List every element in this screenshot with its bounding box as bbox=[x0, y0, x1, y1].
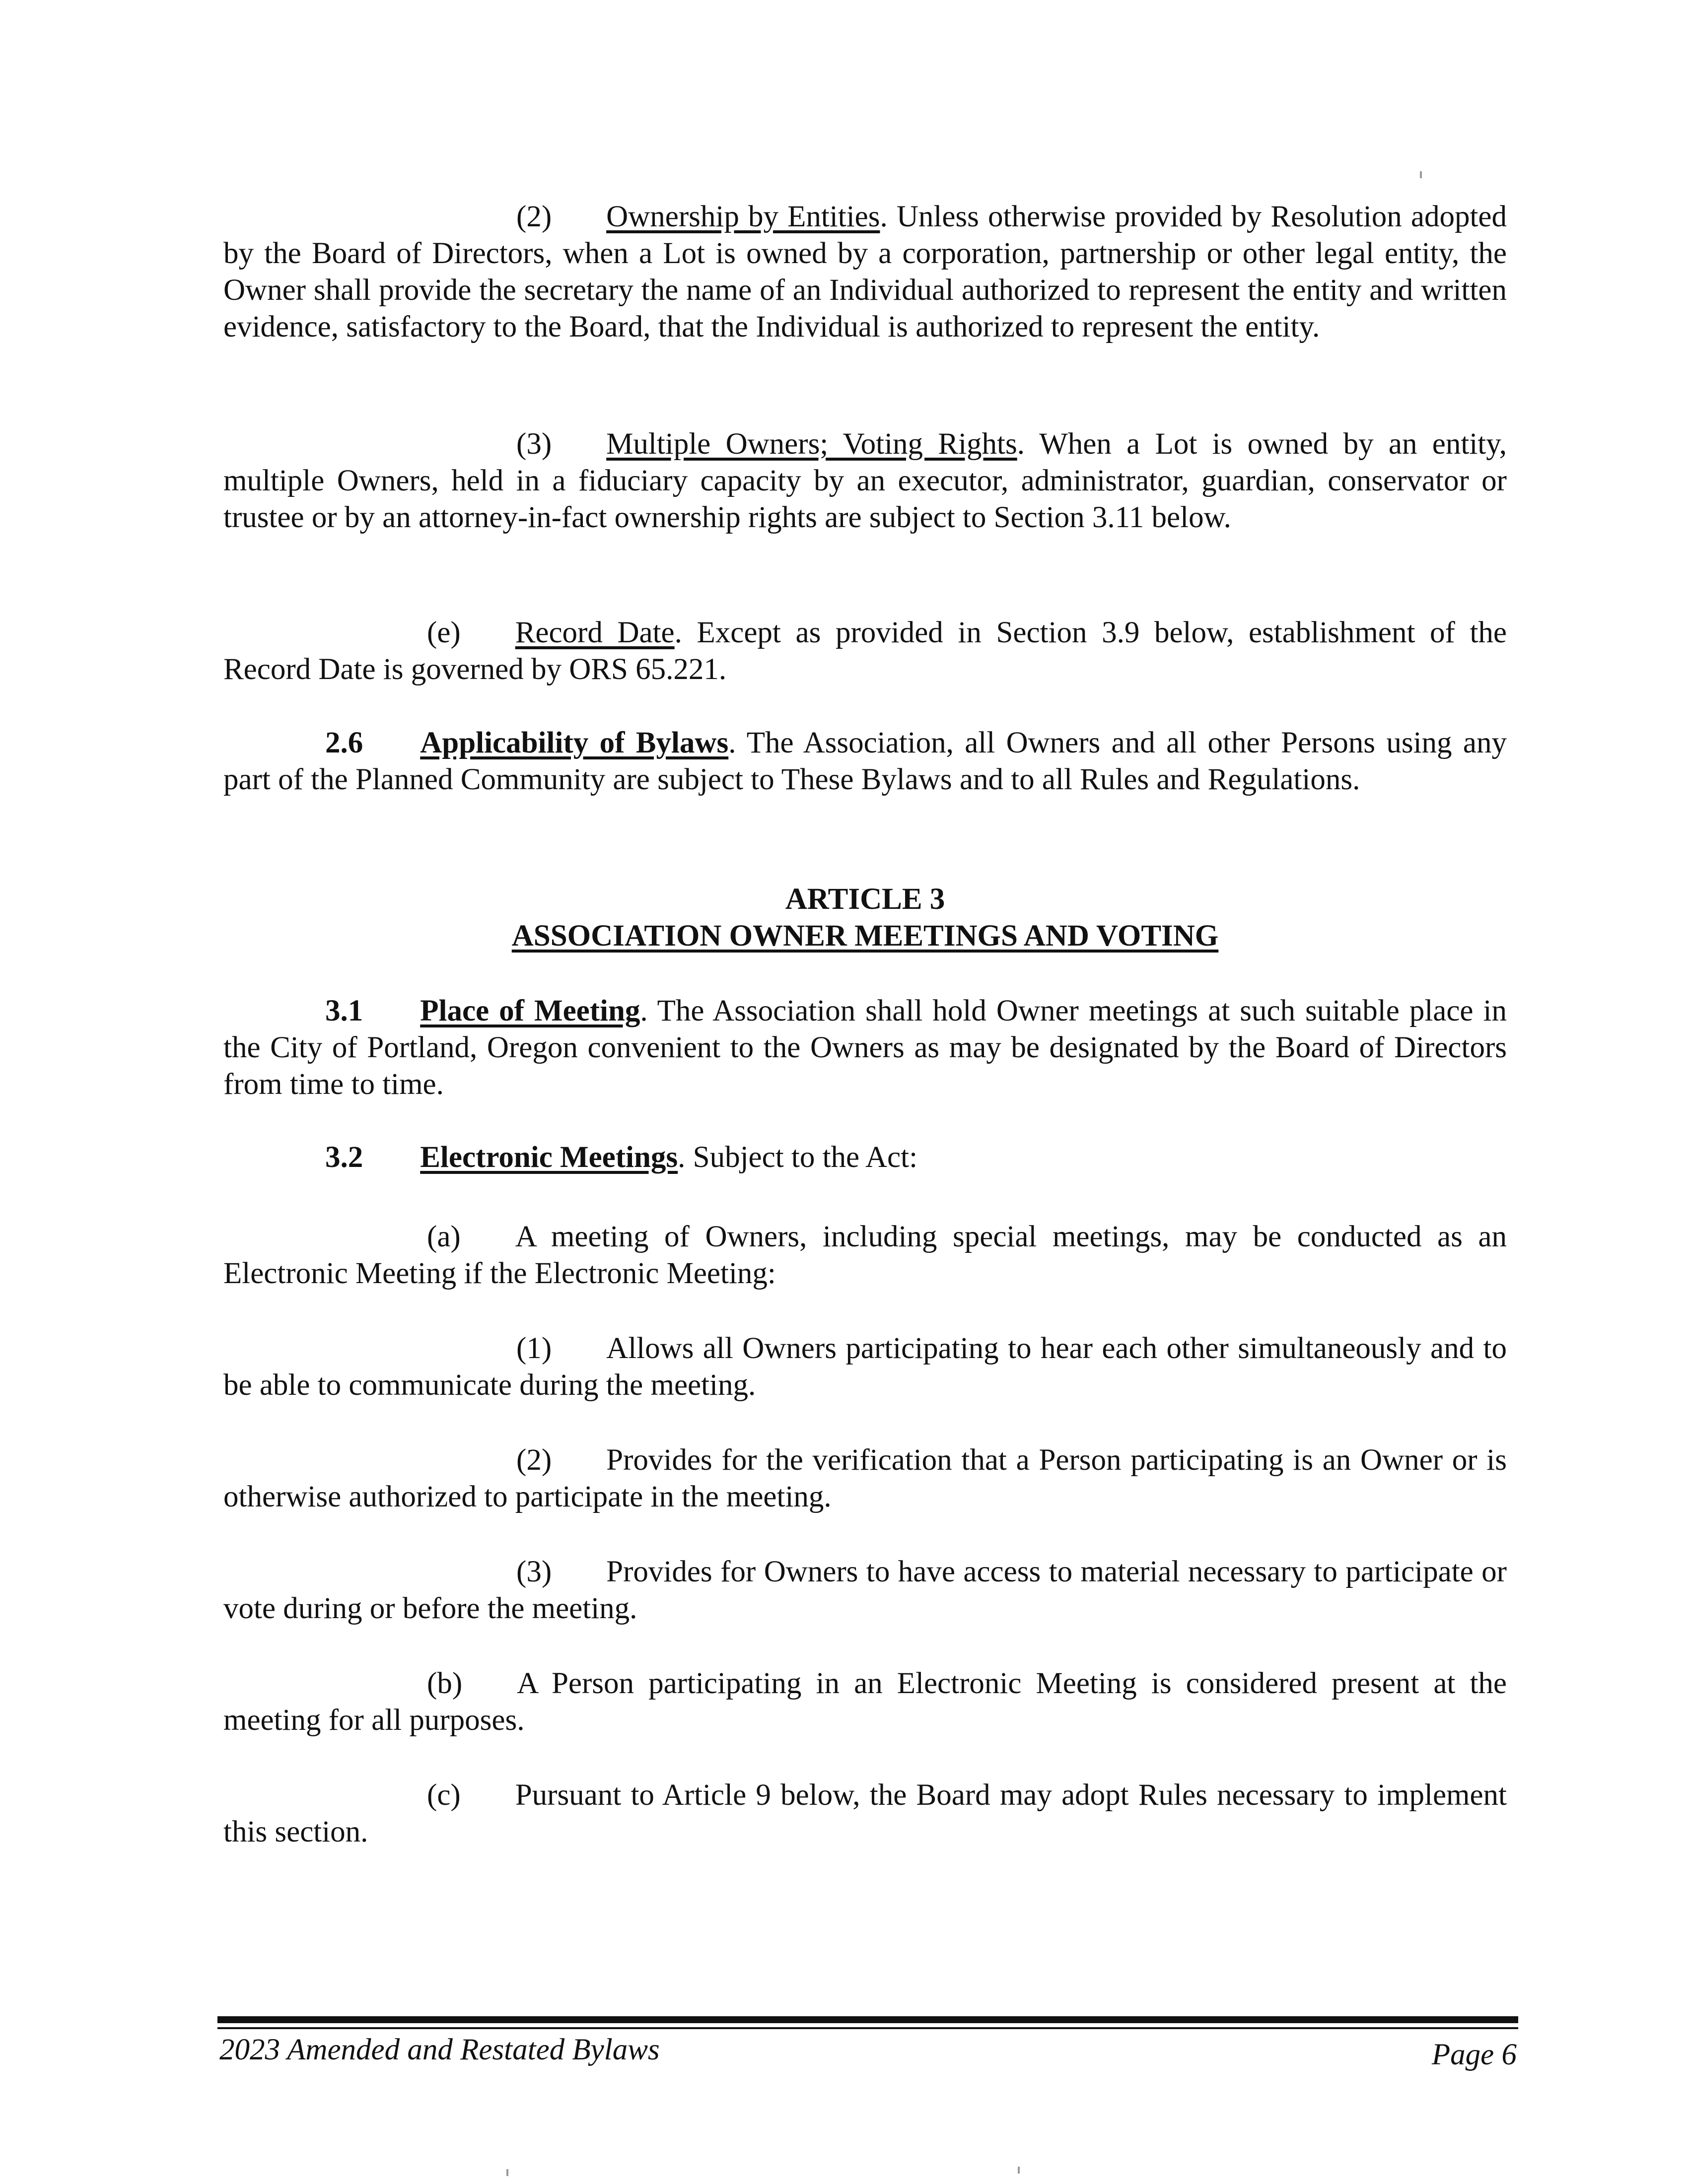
paragraph-multiple-owners bbox=[223, 426, 1507, 536]
item-title: Record Date bbox=[515, 616, 675, 649]
section-text: . The Association shall hold Owner meetings at such suitable place in the City of Portland, Oregon convenient to the Owners as may be designated by the Board of Directors from time to time. bbox=[223, 994, 1507, 1101]
item-text: Provides for the verification that a Person participating is an Owner or is otherwise authorized to participate in the meeting. bbox=[223, 1443, 1507, 1513]
item-text: Provides for Owners to have access to material necessary to participate or vote during or before the meeting. bbox=[223, 1555, 1507, 1625]
item-number: (b) bbox=[427, 1667, 463, 1700]
paragraph-record-date bbox=[223, 614, 1507, 688]
item-text: Allows all Owners participating to hear each other simultaneously and to be able to communicate during the meeting. bbox=[223, 1332, 1507, 1402]
subsection-3-2-a-1 bbox=[223, 1330, 1507, 1404]
section-3-1 bbox=[223, 993, 1507, 1103]
item-text: A Person participating in an Electronic Meeting is considered present at the meeting for all purposes. bbox=[223, 1667, 1507, 1737]
section-text: . Subject to the Act: bbox=[678, 1141, 918, 1174]
item-number: (2) bbox=[516, 1443, 552, 1477]
footer-rule-thin bbox=[217, 2027, 1518, 2029]
item-number: (c) bbox=[427, 1778, 461, 1812]
section-text: . The Association, all Owners and all other Persons using any part of the Planned Community are subject to These Bylaws and to all Rules and Regulations. bbox=[223, 726, 1507, 796]
article-heading bbox=[223, 881, 1507, 955]
section-number: 2.6 bbox=[325, 726, 363, 759]
scan-speck bbox=[1420, 171, 1422, 178]
section-title: Electronic Meetings bbox=[420, 1141, 678, 1174]
item-number: (3) bbox=[516, 427, 552, 461]
item-text: . Unless otherwise provided by Resolution adopted by the Board of Directors, when a Lot is owned by a corporation, partnership or other legal entity, the Owner shall provide the secretary the name of an Individual authorized to represent the entity and written evidence, satisfactory to the Board, that the Individual is authorized to represent the entity. bbox=[223, 200, 1507, 343]
item-number: (1) bbox=[516, 1332, 552, 1365]
section-3-2 bbox=[223, 1139, 1507, 1176]
subsection-3-2-c bbox=[223, 1777, 1507, 1850]
footer-document-title: 2023 Amended and Restated Bylaws bbox=[219, 2033, 660, 2066]
section-title: Applicability of Bylaws bbox=[420, 726, 729, 759]
section-number: 3.2 bbox=[325, 1141, 363, 1174]
subsection-3-2-a-2 bbox=[223, 1442, 1507, 1515]
item-title: Ownership by Entities bbox=[606, 200, 880, 233]
item-number: (3) bbox=[516, 1555, 552, 1588]
item-number: (a) bbox=[427, 1220, 461, 1253]
footer-page-number: Page 6 bbox=[1431, 2038, 1517, 2071]
scan-speck bbox=[1018, 2167, 1020, 2174]
item-number: (2) bbox=[516, 200, 552, 233]
item-text: . When a Lot is owned by an entity, multiple Owners, held in a fiduciary capacity by an executor, administrator, guardian, conservator or trustee or by an attorney-in-fact ownership rights are subject to Section 3.11 below. bbox=[223, 427, 1507, 534]
item-text: Pursuant to Article 9 below, the Board may adopt Rules necessary to implement this section. bbox=[223, 1778, 1507, 1848]
item-title: Multiple Owners; Voting Rights bbox=[606, 427, 1017, 461]
section-title: Place of Meeting bbox=[420, 994, 640, 1027]
subsection-3-2-a-3 bbox=[223, 1554, 1507, 1627]
scan-speck bbox=[506, 2169, 508, 2176]
article-number: ARTICLE 3 bbox=[785, 883, 945, 916]
paragraph-ownership-by-entities bbox=[223, 199, 1507, 345]
article-title: ASSOCIATION OWNER MEETINGS AND VOTING bbox=[511, 919, 1219, 953]
subsection-3-2-b bbox=[223, 1665, 1507, 1739]
item-number: (e) bbox=[427, 616, 461, 649]
item-text: . Except as provided in Section 3.9 below, establishment of the Record Date is governed by ORS 65.221. bbox=[223, 616, 1507, 686]
section-2-6 bbox=[223, 725, 1507, 798]
section-number: 3.1 bbox=[325, 994, 363, 1027]
footer-rule-thick bbox=[217, 2016, 1518, 2023]
item-text: A meeting of Owners, including special meetings, may be conducted as an Electronic Meeting if the Electronic Meeting: bbox=[223, 1220, 1507, 1290]
subsection-3-2-a bbox=[223, 1219, 1507, 1292]
